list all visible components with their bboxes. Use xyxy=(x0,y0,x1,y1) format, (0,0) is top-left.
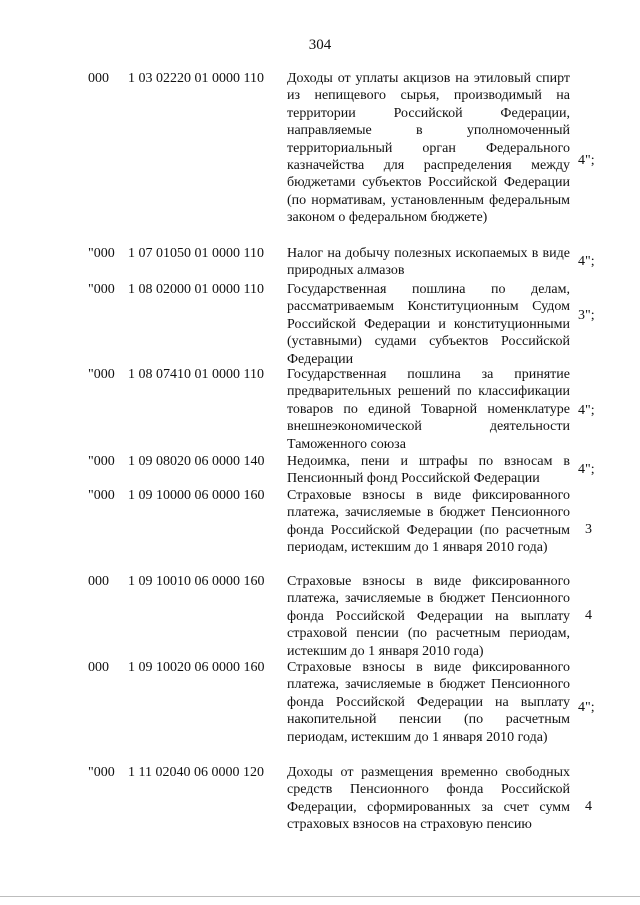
page-number: 304 xyxy=(308,37,332,53)
table-row xyxy=(0,281,640,366)
table-row xyxy=(0,487,640,573)
admin-code: "000 xyxy=(88,367,115,382)
revenue-code: 1 09 10010 06 0000 160 xyxy=(128,574,265,589)
admin-code: "000 xyxy=(88,282,115,297)
admin-code: 000 xyxy=(88,660,109,675)
revenue-code: 1 11 02040 06 0000 120 xyxy=(128,765,264,780)
revenue-code: 1 03 02220 01 0000 110 xyxy=(128,71,264,86)
revenue-name: Государственная пошлина по делам, рассматриваемым Конституционным Судом Российской Федерации и конституционными (уставными) судами субъектов Российской Федерации xyxy=(287,282,570,367)
norm-value: 4 xyxy=(585,608,592,623)
revenue-name: Доходы от размещения временно свободных средств Пенсионного фонда Российской Федерации, сформированных за счет сумм страховых взносов на страховую пенсию xyxy=(287,765,570,833)
table-row xyxy=(0,245,640,281)
table-row xyxy=(0,70,640,245)
table-row xyxy=(0,573,640,659)
table-row xyxy=(0,764,640,864)
admin-code: "000 xyxy=(88,765,115,780)
table-row xyxy=(0,366,640,453)
revenue-name: Недоимка, пени и штрафы по взносам в Пенсионный фонд Российской Федерации xyxy=(287,454,570,487)
admin-code: "000 xyxy=(88,454,115,469)
table-row xyxy=(0,453,640,487)
revenue-codes-table xyxy=(0,70,640,864)
admin-code: "000 xyxy=(88,246,115,261)
norm-value: 4"; xyxy=(578,462,595,477)
norm-value: 3 xyxy=(585,522,592,537)
bottom-rule xyxy=(0,896,640,897)
revenue-code: 1 09 10000 06 0000 160 xyxy=(128,488,265,503)
revenue-name: Налог на добычу полезных ископаемых в виде природных алмазов xyxy=(287,246,570,279)
revenue-code: 1 08 02000 01 0000 110 xyxy=(128,282,264,297)
revenue-code: 1 09 10020 06 0000 160 xyxy=(128,660,265,675)
table-row xyxy=(0,659,640,764)
revenue-name: Страховые взносы в виде фиксированного платежа, зачисляемые в бюджет Пенсионного фонда Российской Федерации на выплату накопительной пенсии (по расчетным периодам, истекшим до 1 января 2010 года) xyxy=(287,660,570,745)
norm-value: 4"; xyxy=(578,254,595,269)
admin-code: "000 xyxy=(88,488,115,503)
norm-value: 3"; xyxy=(578,308,595,323)
norm-value: 4"; xyxy=(578,700,595,715)
norm-value: 4"; xyxy=(578,153,595,168)
revenue-code: 1 09 08020 06 0000 140 xyxy=(128,454,265,469)
revenue-name: Страховые взносы в виде фиксированного платежа, зачисляемые в бюджет Пенсионного фонда Российской Федерации на выплату страховой пенсии (по расчетным периодам, истекшим до 1 января 2010 года) xyxy=(287,574,570,659)
admin-code: 000 xyxy=(88,574,109,589)
revenue-code: 1 08 07410 01 0000 110 xyxy=(128,367,264,382)
norm-value: 4"; xyxy=(578,403,595,418)
admin-code: 000 xyxy=(88,71,109,86)
revenue-name: Страховые взносы в виде фиксированного платежа, зачисляемые в бюджет Пенсионного фонда Российской Федерации (по расчетным периодам, истекшим до 1 января 2010 года) xyxy=(287,488,570,556)
revenue-name: Доходы от уплаты акцизов на этиловый спирт из непищевого сырья, производимый на территории Российской Федерации, направляемые в уполномоченный территориальный орган Федерального казначейства для распределения между бюджетами субъектов Российской Федерации (по нормативам, установленным федеральным законом о федеральном бюджете) xyxy=(287,71,570,226)
norm-value: 4 xyxy=(585,799,592,814)
revenue-name: Государственная пошлина за принятие предварительных решений по классификации товаров по единой Товарной номенклатуре внешнеэкономической деятельности Таможенного союза xyxy=(287,367,570,452)
revenue-code: 1 07 01050 01 0000 110 xyxy=(128,246,264,261)
